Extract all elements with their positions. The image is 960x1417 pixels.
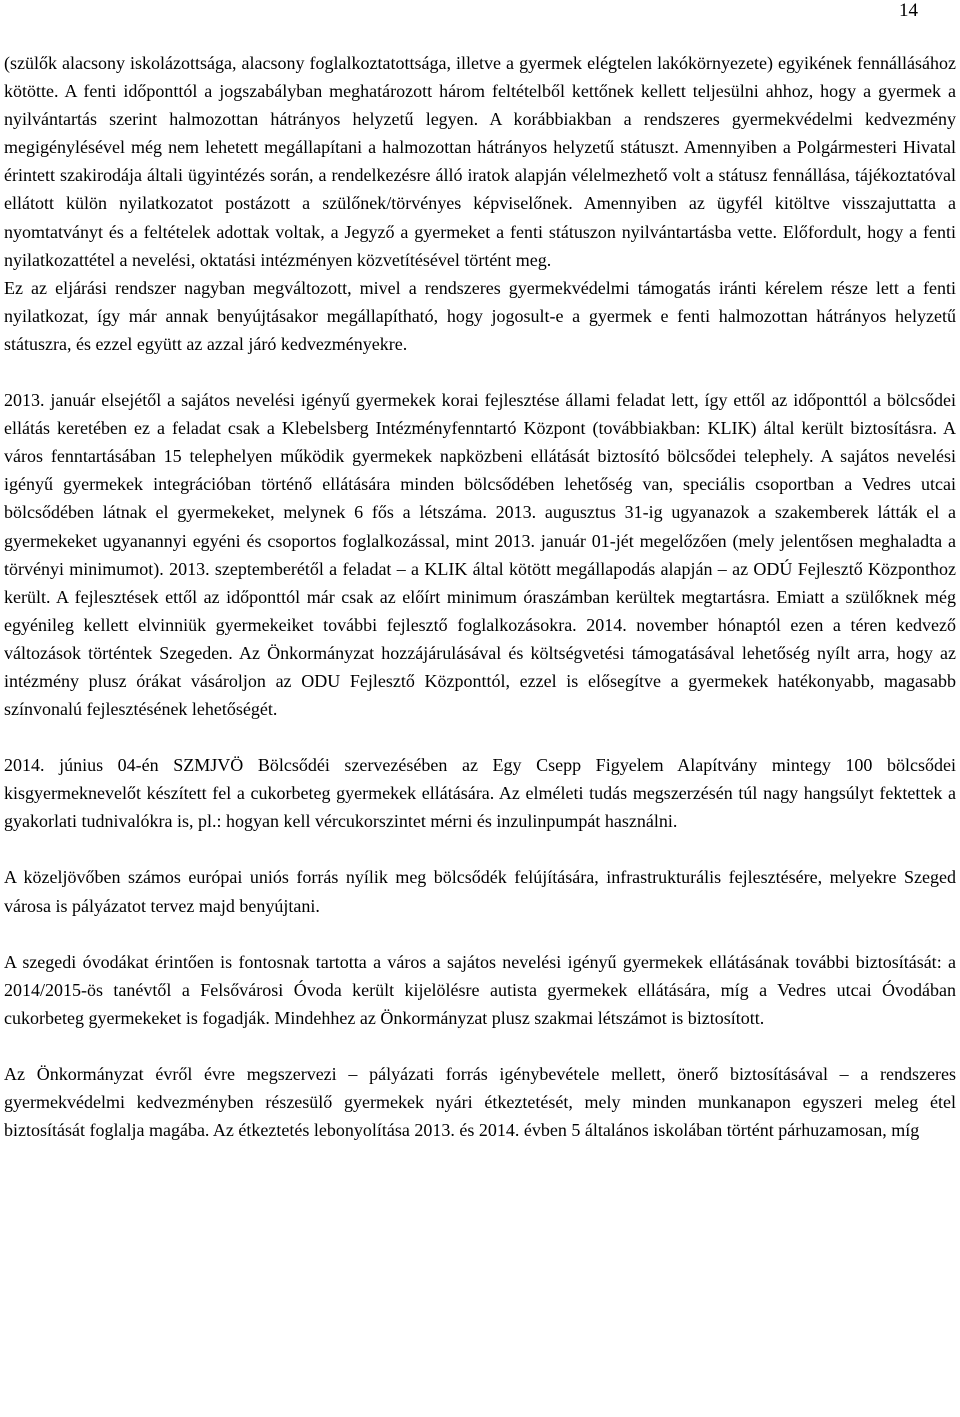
page-number: 14 xyxy=(899,0,918,21)
paragraph-early-development: 2013. január elsejétől a sajátos nevelési igényű gyermekek korai fejlesztése állami feladat lett, így ettől az időponttól a bölcsődei ellátás keretében ez a feladat csak a Klebelsberg Intézményfenntartó Központ (továbbiakban: KLIK) által került biztosításra. A város fenntartásában 15 telephelyen működik gyermekek napközbeni ellátását biztosító bölcsődei telephely. A sajátos nevelési igényű gyermekek integrációban történő ellátására minden bölcsődében lehetőség van, speciális csoportban a Vedres utcai bölcsődében látnak el gyermekeket, melynek 6 fős a létszáma. 2013. augusztus 31-ig ugyanazok a szakemberek látták el a gyermekeket ugyanannyi egyéni és csoportos foglalkozással, mint 2013. január 01-jét megelőzően (mely jelentősen meghaladta a törvényi minimumot). 2013. szeptemberétől a feladat – a KLIK által kötött megállapodás alapján – az ODÚ Fejlesztő Központhoz került. A fejlesztések ettől az időponttól már csak az előírt minimum óraszámban kerültek megtartásra. Emiatt a szülőknek még egyénileg kellett elvinniük gyermekeiket további fejlesztő foglalkozásokra. 2014. november hónaptól ezen a téren kedvező változások történtek Szegeden. Az Önkormányzat hozzájárulásával és költségvetési támogatásával lehetőség nyílt arra, hogy az intézmény plusz órákat vásároljon az ODU Fejlesztő Központtól, ezzel is elősegítve a gyermekek hatékonyabb, magasabb színvonalú fejlesztésének lehetőségét. xyxy=(4,390,956,720)
paragraph-gap xyxy=(4,920,956,948)
paragraph-eu-funds: A közeljövőben számos európai uniós forrás nyílik meg bölcsődék felújítására, infrastrukturális fejlesztésére, melyekre Szeged városa is pályázatot tervez majd benyújtani. xyxy=(4,867,956,916)
paragraph-summer-meals: Az Önkormányzat évről évre megszervezi – pályázati forrás igénybevétele mellett, önerő biztosításával – a rendszeres gyermekvédelmi kedvezményben részesülő gyermekek nyári étkeztetését, mely minden munkanapon egyszeri meleg étel biztosítását foglalja magába. Az étkeztetés lebonyolítása 2013. és 2014. évben 5 általános iskolában történt párhuzamosan, míg xyxy=(4,1063,956,1141)
paragraph-procedure-change: Ez az eljárási rendszer nagyban megváltozott, mivel a rendszeres gyermekvédelmi támogatás iránti kérelem része lett a fenti nyilatkozat, így már annak benyújtásakor megállapítható, hogy jogosult-e a gyermek e fenti halmozottan hátrányos helyzetű státuszra, és ezzel együtt az azzal járó kedvezményekre. xyxy=(4,277,956,354)
paragraph-gap xyxy=(4,835,956,863)
paragraph-diabetes-training: 2014. június 04-én SZMJVÖ Bölcsődéi szervezésében az Egy Csepp Figyelem Alapítvány mintegy 100 bölcsődei kisgyermeknevelőt készített fel a cukorbeteg gyermekek ellátására. Az elméleti tudás megszerzésén túl nagy hangsúlyt fektettek a gyakorlati tudnivalókra is, pl.: hogyan kell vércukorszintet mérni és inzulinpumpát használni. xyxy=(4,755,956,832)
paragraph-hhh-status: (szülők alacsony iskolázottsága, alacsony foglalkoztatottsága, illetve a gyermek elégtelen lakókörnyezete) egyikének fennállásához kötötte. A fenti időponttól a jogszabályban meghatározott három feltételből kettőnek kellett teljesülni ahhoz, hogy a gyermek a nyilvántartás szerint halmozottan hátrányos helyzetű legyen. A korábbiakban a rendszeres gyermekvédelmi kedvezmény megigénylésével még nem lehetett megállapítani a halmozottan hátrányos helyzetű státuszt. Amennyiben a Polgármesteri Hivatal érintett szakirodája általi ügyintézés során, a rendelkezésre álló iratok alapján vélelmezhető volt a státusz fennállása, tájékoztatóval ellátott külön nyilatkozatot postázott a szülőnek/törvényes képviselőnek. Amennyiben az ügyfél kitöltve visszajuttatta a nyomtatványt és a feltételek adottak voltak, a Jegyző a gyermeket a fenti státuszon nyilvántartásba vette. Előfordult, hogy a fenti nyilatkozattétel a nevelési, oktatási intézményen közvetítésével történt meg. xyxy=(4,53,956,270)
page-body xyxy=(4,49,956,1144)
paragraph-gap xyxy=(4,1032,956,1060)
paragraph-kindergartens: A szegedi óvodákat érintően is fontosnak tartotta a város a sajátos nevelési igényű gyermekek ellátásának további biztosítását: a 2014/2015-ös tanévtől a Felsővárosi Óvoda került kijelölésre autista gyermekek ellátására, míg a Vedres utcai Óvodában cukorbeteg gyermekeket is fogadják. Mindehhez az Önkormányzat plusz szakmai létszámot is biztosított. xyxy=(4,951,956,1028)
document-page xyxy=(4,0,956,1417)
paragraph-gap xyxy=(4,358,956,386)
paragraph-gap xyxy=(4,723,956,751)
